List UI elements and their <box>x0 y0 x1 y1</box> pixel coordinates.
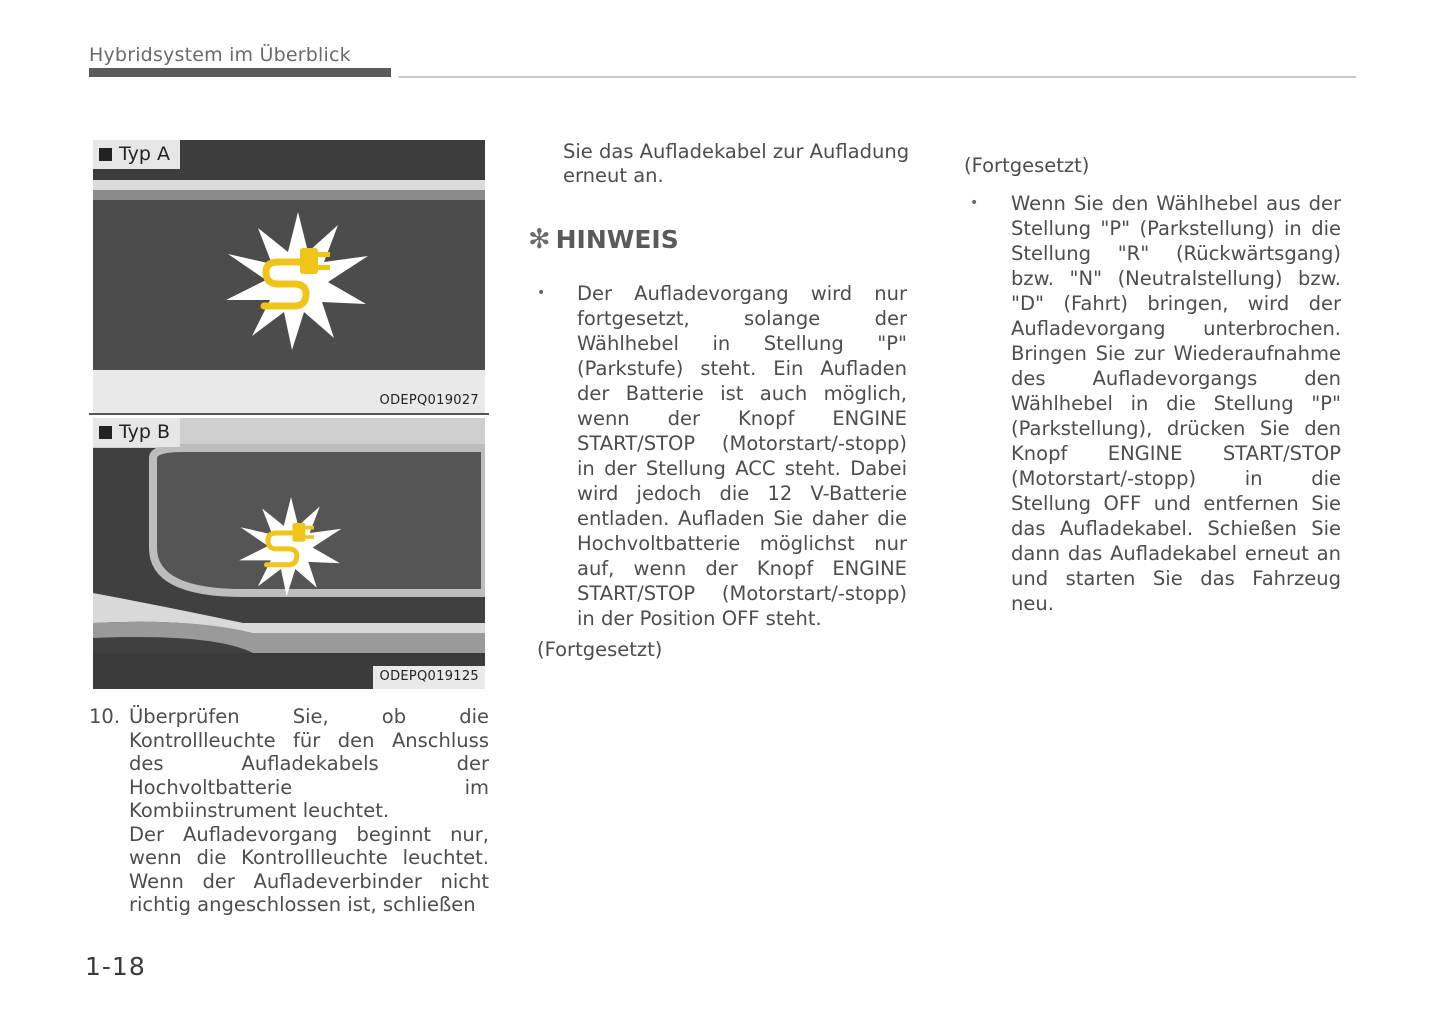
step-number: 10. <box>89 705 121 728</box>
hinweis-bullet-1: Der Aufladevorgang wird nur fortgesetzt, solange der Wählhebel in Stellung "P" (Parkstufe) steht. Ein Aufladen der Batterie ist auch möglich, wenn der Knopf ENGINE START/STOP (Motorstart/-stopp) in der Stellung ACC steht. Dabei wird jedoch die 12 V-Batterie entladen. Aufladen Sie daher die Hochvoltbatterie möglichst nur auf, wenn der Knopf ENGINE START/STOP (Motorstart/-stopp) in der Position OFF steht. <box>577 282 907 630</box>
hinweis-bullet-2: Wenn Sie den Wählhebel aus der Stellung "P" (Parkstellung) in die Stellung "R" (Rückwärtsgang) bzw. "N" (Neutralstellung) bzw. "D" (Fahrt) bringen, wird der Aufladevorgang unterbrochen. Bringen Sie zur Wiederaufnahme des Aufladevorgangs den Wählhebel in die Stellung "P" (Parkstellung), drücken Sie den Knopf ENGINE START/STOP (Motorstart/-stopp) in die Stellung OFF und entfernen Sie das Aufladekabel. Schießen Sie dann das Aufladekabel erneut an und starten Sie das Fahrzeug neu. <box>1011 192 1341 615</box>
figure-label <box>93 418 180 447</box>
step-10-text-2: Der Aufladevorgang beginnt nur, wenn die Kontrollleuchte leuchtet. Wenn der Aufladeverbinder nicht richtig angeschlossen ist, schließen <box>129 822 489 916</box>
square-bullet-icon <box>99 148 112 161</box>
bullet-icon: • <box>537 285 546 301</box>
figure-label <box>93 140 180 169</box>
figure-label-text: Typ A <box>119 143 170 165</box>
fortgesetzt-label-top: (Fortgesetzt) <box>964 154 1090 177</box>
hinweis-title: HINWEIS <box>555 225 679 254</box>
asterisk-icon: ✻ <box>528 224 551 255</box>
hinweis-heading <box>528 224 679 255</box>
figure-typ-a <box>93 140 485 413</box>
header-bar <box>89 68 391 77</box>
figure-label-text: Typ B <box>119 421 171 443</box>
step-10-continuation: Sie das Aufladekabel zur Aufladung erneut an. <box>563 140 910 187</box>
figure-code: ODEPQ019027 <box>379 393 479 408</box>
page-number: 1-18 <box>85 952 146 981</box>
page-header-title: Hybridsystem im Überblick <box>89 44 351 66</box>
step-10-text-1: Überprüfen Sie, ob die Kontrollleuchte für den Anschluss des Aufladekabels der Hochvoltbatterie im Kombiinstrument leuchtet. <box>129 705 489 822</box>
dashboard-illustration-a <box>93 140 485 413</box>
step-10 <box>89 705 489 917</box>
square-bullet-icon <box>99 426 112 439</box>
figure-code: ODEPQ019125 <box>379 669 479 684</box>
dashboard-illustration-b <box>93 418 485 689</box>
bullet-icon: • <box>970 195 979 211</box>
fortgesetzt-label: (Fortgesetzt) <box>537 638 663 661</box>
figure-typ-b <box>93 418 485 689</box>
header-rule <box>398 76 1356 78</box>
figure-divider <box>89 413 489 415</box>
